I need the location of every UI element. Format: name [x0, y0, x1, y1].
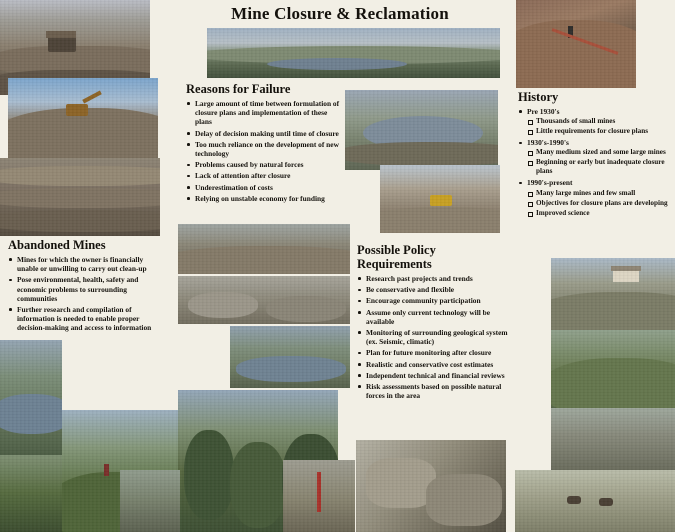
history-group-label: Pre 1930's — [527, 107, 560, 116]
history-sub-list — [527, 189, 670, 218]
list-item: Relying on unstable economy for funding — [186, 194, 344, 203]
list-item: Further research and compilation of information is needed to enable proper decision-making and access to information — [8, 305, 166, 333]
photo-open-pit-terraces — [0, 158, 160, 236]
list-item: Mines for which the owner is financially unable or unwilling to carry out clean-up — [8, 255, 166, 273]
list-item: Encourage community participation — [357, 296, 512, 305]
shore-water — [236, 356, 346, 382]
history-group-label: 1990's-present — [527, 178, 573, 188]
bullet-list — [518, 107, 670, 218]
grass-patch — [551, 358, 675, 408]
terrace-3 — [0, 210, 160, 232]
list-item: Research past projects and trends — [357, 274, 512, 283]
survey-stake-icon — [317, 472, 321, 512]
terrace-2 — [0, 188, 160, 208]
list-item: Many medium sized and some large mines — [527, 148, 670, 157]
terrace-1 — [0, 166, 160, 186]
list-item: Realistic and conservative cost estimates — [357, 360, 512, 369]
dozer-icon — [430, 195, 452, 206]
list-item: Little requirements for closure plans — [527, 127, 670, 136]
building-icon — [613, 270, 639, 282]
bullet-list — [8, 255, 166, 333]
list-item: Be conservative and flexible — [357, 285, 512, 294]
section-heading: Possible Policy Requirements — [357, 243, 436, 271]
tree-clump-b — [230, 442, 286, 528]
list-item: Beginning or early but inadequate closure plans — [527, 158, 670, 176]
photo-rock-waste-field — [178, 276, 350, 324]
dike-edge — [345, 142, 498, 166]
list-item: Many large mines and few small — [527, 189, 670, 198]
hill-slope — [551, 292, 675, 330]
building-roof-icon — [611, 266, 641, 271]
list-item: Lack of attention after closure — [186, 171, 344, 180]
pond-surface — [0, 394, 62, 434]
list-item: Underestimation of costs — [186, 183, 344, 192]
planter-figure-icon — [104, 464, 109, 476]
list-item: Independent technical and financial reviews — [357, 371, 512, 380]
photo-caribou-on-tundra — [515, 470, 675, 532]
photo-worker-on-red-rock-slope — [516, 0, 636, 88]
list-item: Large amount of time between formulation of closure plans and implementation of these plans — [186, 99, 344, 127]
rock-pile-b — [266, 296, 346, 322]
tree-clump-a — [184, 430, 234, 520]
list-item: Pose environmental, health, safety and economic problems to surrounding communities — [8, 275, 166, 303]
photo-hillside-buildings — [551, 258, 675, 330]
history-sub-list — [527, 148, 670, 176]
history-sub-list — [527, 117, 670, 136]
list-item — [518, 178, 670, 217]
photo-forest-edge-regrowth — [0, 455, 62, 532]
list-item: Assume only current technology will be available — [357, 308, 512, 326]
list-item: Improved science — [527, 209, 670, 218]
list-item: Delay of decision making until time of closure — [186, 129, 344, 138]
list-item: Plan for future monitoring after closure — [357, 348, 512, 357]
list-item: Objectives for closure plans are developing — [527, 199, 670, 208]
stripped-ground — [178, 246, 350, 274]
bullet-list — [357, 274, 512, 400]
tailings-ground — [380, 207, 500, 233]
haul-truck-bed-icon — [46, 31, 76, 38]
water-pond — [267, 58, 407, 70]
photo-mine-road-gravel — [551, 408, 675, 470]
section-heading: Reasons for Failure — [186, 82, 291, 96]
list-item — [518, 107, 670, 136]
caribou-icon-1 — [567, 496, 581, 504]
list-item: Risk assessments based on possible natural forces in the area — [357, 382, 512, 400]
photo-lower-left-pond — [0, 340, 62, 460]
photo-green-reclaimed-slope — [551, 330, 675, 408]
photo-rock-face-closeup — [356, 440, 506, 532]
history-group-label: 1930's-1990's — [527, 138, 569, 148]
section-heading: Abandoned Mines — [8, 238, 106, 252]
section-possible-policy-requirements — [357, 243, 512, 402]
photo-red-survey-stake — [283, 460, 355, 532]
page-title: Mine Closure & Reclamation — [231, 4, 449, 23]
photo-reclaimed-pond-shoreline — [230, 326, 350, 388]
photo-panorama-tailings-ridge — [207, 28, 500, 78]
bullet-list — [186, 99, 344, 203]
excavator-icon — [66, 104, 88, 116]
rock-block-b — [426, 474, 502, 526]
list-item — [518, 138, 670, 176]
caribou-icon-2 — [599, 498, 613, 506]
excavator-arm-icon — [82, 91, 102, 104]
section-heading: History — [518, 90, 559, 104]
photo-tailings-pond-aerial — [345, 90, 498, 170]
section-abandoned-mines — [8, 238, 166, 335]
rock-pile-a — [188, 292, 258, 318]
list-item: Too much reliance on the development of new technology — [186, 140, 344, 158]
slope-mass — [516, 20, 636, 88]
photo-stripped-mine-site — [178, 224, 350, 274]
section-reasons-for-failure — [186, 82, 344, 205]
list-item: Thousands of small mines — [527, 117, 670, 126]
haul-truck-icon — [48, 36, 76, 52]
list-item: Monitoring of surrounding geological system (ex. Seismic, climatic) — [357, 328, 512, 346]
photo-pit-wall-and-road — [120, 470, 180, 532]
section-history — [518, 90, 670, 220]
list-item: Problems caused by natural forces — [186, 160, 344, 169]
photo-excavator-on-slope — [8, 78, 158, 158]
photo-yellow-dozer-on-tailings — [380, 165, 500, 233]
